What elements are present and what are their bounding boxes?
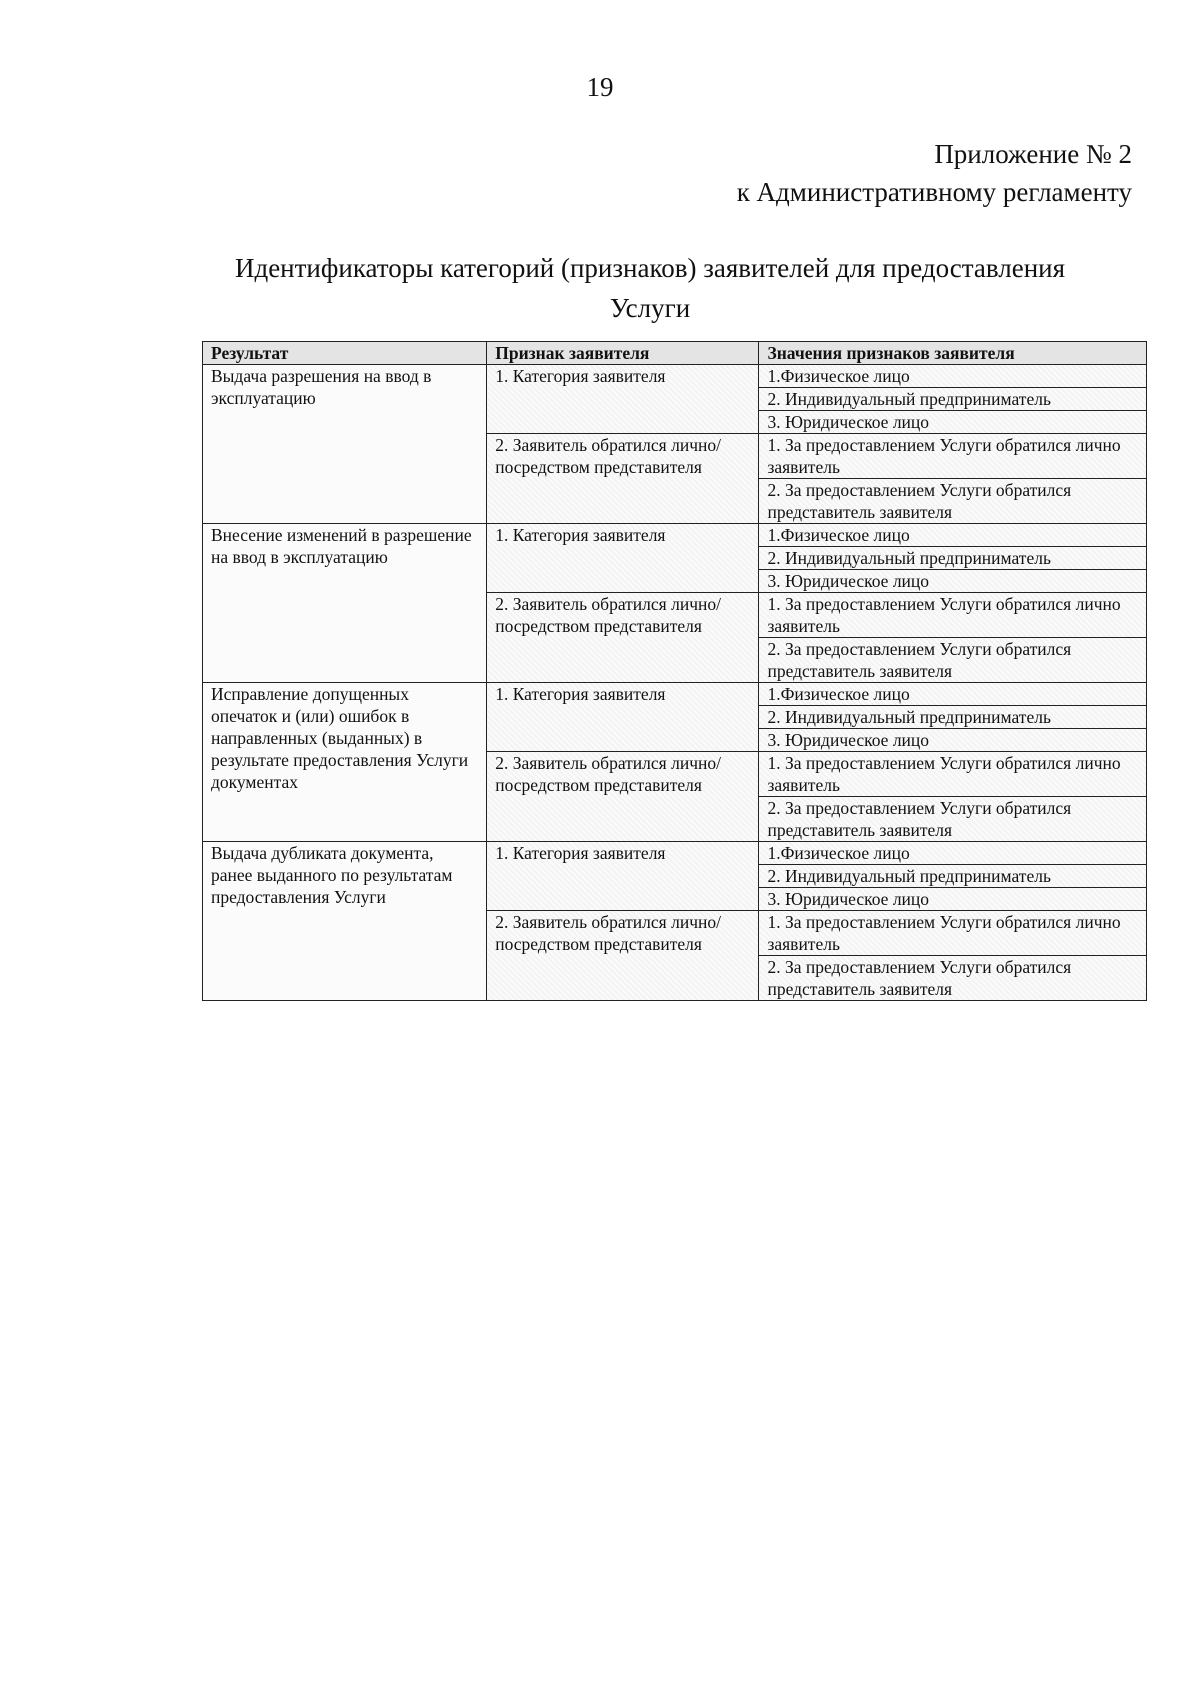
value-cell: 1. За предоставлением Услуги обратился лично заявитель bbox=[759, 434, 1147, 479]
document-title-line-2: Услуги bbox=[609, 293, 691, 323]
sign-cell: 1. Категория заявителя bbox=[487, 842, 759, 911]
appendix-line-1: Приложение № 2 bbox=[934, 139, 1132, 169]
sign-cell: 2. Заявитель обратился лично/посредством представителя bbox=[487, 593, 759, 683]
table-row bbox=[203, 365, 1147, 388]
sign-cell: 2. Заявитель обратился лично/посредством представителя bbox=[487, 911, 759, 1001]
result-cell: Исправление допущенных опечаток и (или) ошибок в направленных (выданных) в результате предоставления Услуги документах bbox=[203, 683, 487, 842]
table-row bbox=[203, 683, 1147, 706]
document-title-line-1: Идентификаторы категорий (признаков) заявителей для предоставления bbox=[234, 253, 1066, 283]
header-result: Результат bbox=[203, 342, 487, 365]
value-cell: 3. Юридическое лицо bbox=[759, 570, 1147, 593]
sign-cell: 1. Категория заявителя bbox=[487, 683, 759, 752]
value-cell: 2. Индивидуальный предприниматель bbox=[759, 706, 1147, 729]
appendix-heading bbox=[737, 135, 1132, 211]
value-cell: 2. Индивидуальный предприниматель bbox=[759, 865, 1147, 888]
value-cell: 1. За предоставлением Услуги обратился лично заявитель bbox=[759, 752, 1147, 797]
value-cell: 2. Индивидуальный предприниматель bbox=[759, 547, 1147, 570]
sign-cell: 2. Заявитель обратился лично/посредством представителя bbox=[487, 752, 759, 842]
value-cell: 2. За предоставлением Услуги обратился представитель заявителя bbox=[759, 956, 1147, 1001]
header-values: Значения признаков заявителя bbox=[759, 342, 1147, 365]
value-cell: 2. За предоставлением Услуги обратился представитель заявителя bbox=[759, 638, 1147, 683]
header-sign: Признак заявителя bbox=[487, 342, 759, 365]
sign-cell: 1. Категория заявителя bbox=[487, 524, 759, 593]
value-cell: 3. Юридическое лицо bbox=[759, 888, 1147, 911]
table-row bbox=[203, 524, 1147, 547]
identifiers-table bbox=[202, 341, 1147, 1001]
value-cell: 1.Физическое лицо bbox=[759, 524, 1147, 547]
result-cell: Внесение изменений в разрешение на ввод в эксплуатацию bbox=[203, 524, 487, 683]
value-cell: 1. За предоставлением Услуги обратился лично заявитель bbox=[759, 911, 1147, 956]
page-number: 19 bbox=[586, 72, 614, 102]
value-cell: 3. Юридическое лицо bbox=[759, 729, 1147, 752]
value-cell: 1.Физическое лицо bbox=[759, 365, 1147, 388]
table-row bbox=[203, 842, 1147, 865]
value-cell: 3. Юридическое лицо bbox=[759, 411, 1147, 434]
sign-cell: 2. Заявитель обратился лично/посредством представителя bbox=[487, 434, 759, 524]
table-body bbox=[203, 365, 1147, 1001]
value-cell: 2. За предоставлением Услуги обратился представитель заявителя bbox=[759, 479, 1147, 524]
value-cell: 2. За предоставлением Услуги обратился представитель заявителя bbox=[759, 797, 1147, 842]
value-cell: 1.Физическое лицо bbox=[759, 842, 1147, 865]
result-cell: Выдача дубликата документа, ранее выданного по результатам предоставления Услуги bbox=[203, 842, 487, 1001]
value-cell: 1.Физическое лицо bbox=[759, 683, 1147, 706]
document-title bbox=[200, 248, 1100, 328]
value-cell: 1. За предоставлением Услуги обратился лично заявитель bbox=[759, 593, 1147, 638]
result-cell: Выдача разрешения на ввод в эксплуатацию bbox=[203, 365, 487, 524]
table-header bbox=[203, 342, 1147, 365]
sign-cell: 1. Категория заявителя bbox=[487, 365, 759, 434]
value-cell: 2. Индивидуальный предприниматель bbox=[759, 388, 1147, 411]
table-header-row bbox=[203, 342, 1147, 365]
appendix-line-2: к Административному регламенту bbox=[736, 177, 1132, 207]
